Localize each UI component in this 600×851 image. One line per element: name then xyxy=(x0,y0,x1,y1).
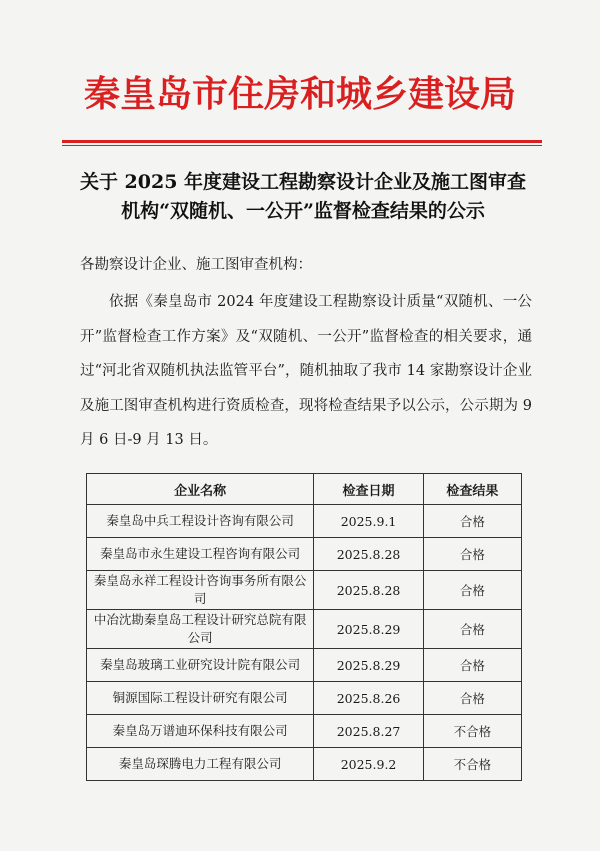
masthead-red-rule-thin xyxy=(62,145,542,146)
inspection-result: 合格 xyxy=(423,538,521,571)
inspection-result: 合格 xyxy=(423,682,521,715)
inspection-date: 2025.8.26 xyxy=(314,682,424,715)
inspection-date: 2025.8.27 xyxy=(314,715,424,748)
table-header-row xyxy=(87,474,522,505)
masthead-title: 秦皇岛市住房和城乡建设局 xyxy=(83,73,516,115)
header-inspection-date: 检查日期 xyxy=(314,474,424,505)
salutation: 各勘察设计企业、施工图审查机构： xyxy=(80,257,312,273)
inspection-result: 不合格 xyxy=(423,715,521,748)
inspection-date: 2025.8.29 xyxy=(314,610,424,649)
table-row xyxy=(87,538,522,571)
inspection-date: 2025.8.28 xyxy=(314,571,424,610)
company-name: 秦皇岛琛腾电力工程有限公司 xyxy=(87,748,314,781)
inspection-result: 合格 xyxy=(423,571,521,610)
inspection-date: 2025.8.29 xyxy=(314,649,424,682)
company-name: 秦皇岛中兵工程设计咨询有限公司 xyxy=(87,505,314,538)
inspection-result: 合格 xyxy=(423,610,521,649)
company-name: 秦皇岛玻璃工业研究设计院有限公司 xyxy=(87,649,314,682)
inspection-date: 2025.8.28 xyxy=(314,538,424,571)
header-inspection-result: 检查结果 xyxy=(423,474,521,505)
table-row xyxy=(87,682,522,715)
company-name: 铜源国际工程设计研究有限公司 xyxy=(87,682,314,715)
table-row xyxy=(87,748,522,781)
inspection-date: 2025.9.2 xyxy=(314,748,424,781)
company-name: 秦皇岛永祥工程设计咨询事务所有限公司 xyxy=(87,571,314,610)
inspection-result: 合格 xyxy=(423,505,521,538)
inspection-result: 不合格 xyxy=(423,748,521,781)
table-row xyxy=(87,505,522,538)
table-row xyxy=(87,610,522,649)
company-name: 中冶沈勘秦皇岛工程设计研究总院有限公司 xyxy=(87,610,314,649)
table-row xyxy=(87,571,522,610)
header-company-name: 企业名称 xyxy=(87,474,314,505)
company-name: 秦皇岛市永生建设工程咨询有限公司 xyxy=(87,538,314,571)
inspection-date: 2025.9.1 xyxy=(314,505,424,538)
inspection-result: 合格 xyxy=(423,649,521,682)
masthead-red-rule xyxy=(62,140,542,143)
results-table xyxy=(86,473,522,781)
table-row xyxy=(87,649,522,682)
table-row xyxy=(87,715,522,748)
company-name: 秦皇岛万谱迪环保科技有限公司 xyxy=(87,715,314,748)
body-paragraph: 依据《秦皇岛市 2024 年度建设工程勘察设计质量“双随机、一公开”监督检查工作方案》及“双随机、一公开”监督检查的相关要求，通过“河北省双随机执法监管平台”，随机抽取了我市 14 家勘察设计企业及施工图审查机构进行资质检查，现将检查结果予以公示，公示期为 9 月 6 日-9 月 13 日。 xyxy=(80,294,532,448)
notice-title: 关于 2025 年度建设工程勘察设计企业及施工图审查机构“双随机、一公开”监督检查结果的公示 xyxy=(79,171,527,222)
